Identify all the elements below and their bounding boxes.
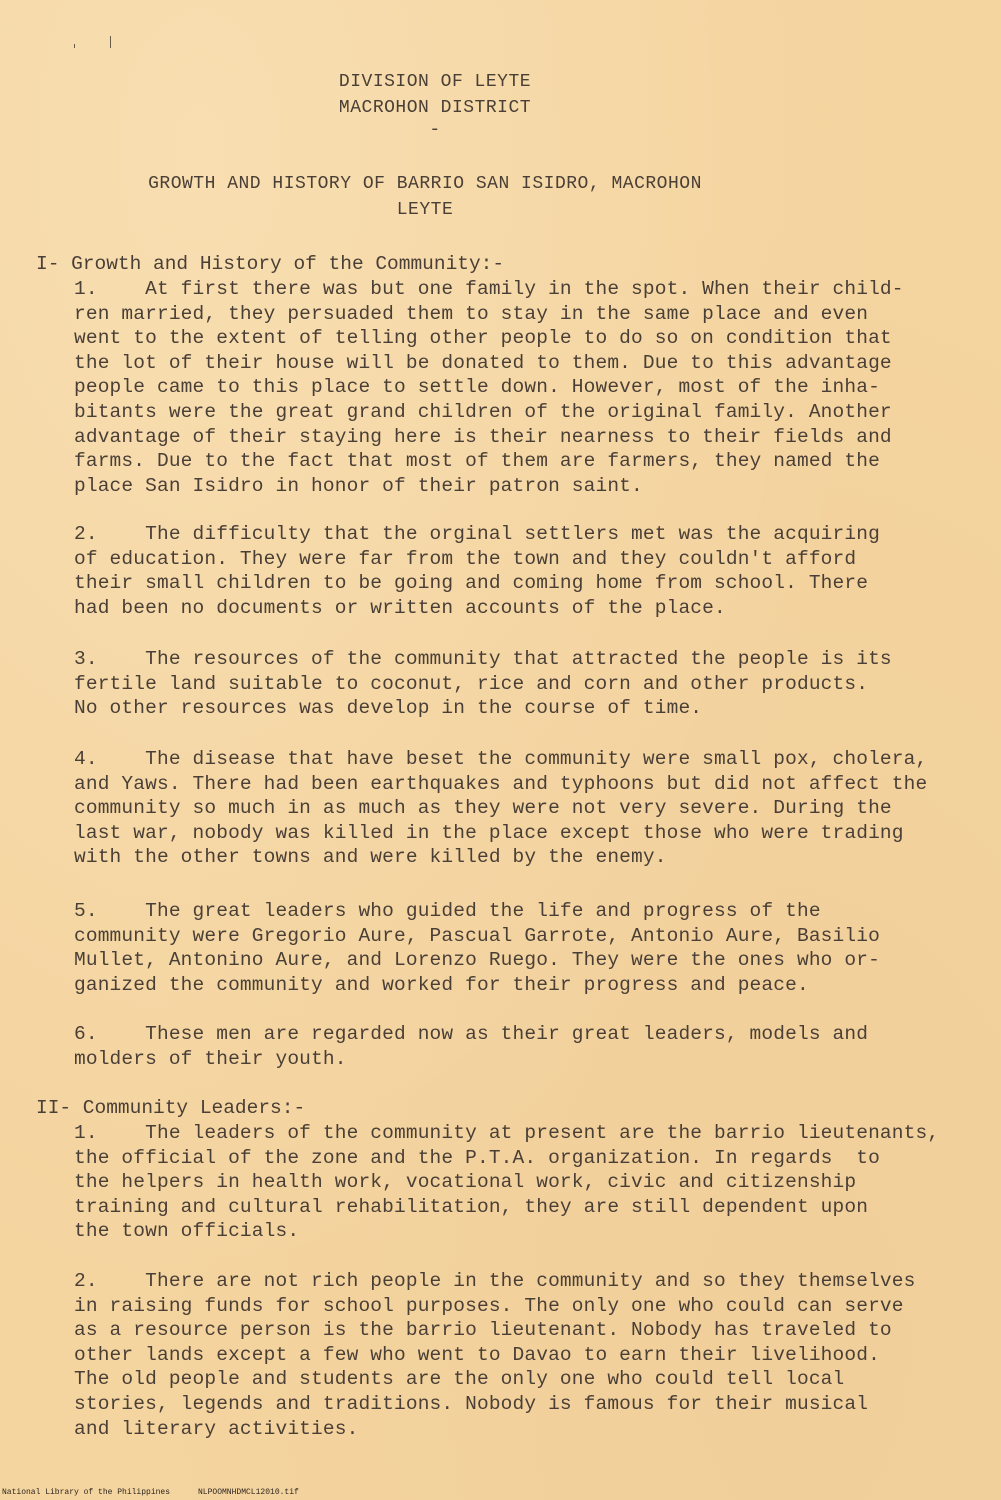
paper-speck bbox=[74, 44, 75, 48]
paragraph-1-1: 1. At first there was but one family in the spot. When their child- ren married, they persuaded them to stay in the same place and even went to the extent of telling other people to do so on condition that the lot of their house will be donated to them. Due to this advantage people came to this place to settle down. However, most of the inha- bitants were the great grand children of the original family. Another advantage of their staying here is their nearness to their fields and farms. Due to the fact that most of them are farmers, they named the place San Isidro in honor of their patron saint. bbox=[74, 278, 904, 497]
paragraph-2-2: 2. There are not rich people in the community and so they themselves in raising funds for school purposes. The only one who could can serve as a resource person is the barrio lieutenant. Nobody has traveled to other lands except a few who went to Davao to earn their livelihood. The old people and students are the only one who could tell local stories, legends and traditions. Nobody is famous for their musical and literary activities. bbox=[74, 1270, 916, 1440]
document-title: GROWTH AND HISTORY OF BARRIO SAN ISIDRO, MACROHON bbox=[148, 174, 702, 194]
paragraph-1-5: 5. The great leaders who guided the life and progress of the community were Gregorio Aure, Pascual Garrote, Antonio Aure, Basilio Mullet, Antonino Aure, and Lorenzo Ruego. They were the ones who or- ganized the community and worked for their progress and peace. bbox=[74, 900, 880, 996]
document-title-line2: LEYTE bbox=[396, 200, 454, 220]
section-title-growth-history: I- Growth and History of the Community:- bbox=[36, 253, 505, 275]
footer-file-id: NLPOOMNHDMCL12010.tif bbox=[198, 1488, 299, 1497]
heading-dash: - bbox=[429, 120, 441, 140]
paragraph-1-6: 6. These men are regarded now as their great leaders, models and molders of their youth. bbox=[74, 1023, 869, 1070]
division-heading: DIVISION OF LEYTE bbox=[338, 72, 532, 92]
paper-speck bbox=[110, 36, 111, 48]
paragraph-1-2: 2. The difficulty that the orginal settlers met was the acquiring of education. They were far from the town and they couldn't afford their small children to be going and coming home from school. There had been no documents or written accounts of the place. bbox=[74, 523, 880, 619]
paragraph-1-3: 3. The resources of the community that attracted the people is its fertile land suitable to coconut, rice and corn and other products. No other resources was develop in the course of time. bbox=[74, 648, 892, 720]
paragraph-2-1: 1. The leaders of the community at present are the barrio lieutenants, the official of the zone and the P.T.A. organization. In regards to the helpers in health work, vocational work, civic and citizenship training and cultural rehabilitation, they are still dependent upon the town officials. bbox=[74, 1122, 940, 1243]
section-title-community-leaders: II- Community Leaders:- bbox=[36, 1097, 306, 1119]
district-heading: MACROHON DISTRICT bbox=[338, 98, 532, 118]
paragraph-1-4: 4. The disease that have beset the community were small pox, cholera, and Yaws. There had been earthquakes and typhoons but did not affect the community so much in as much as they were not very severe. During the last war, nobody was killed in the place except those who were trading with the other towns and were killed by the enemy. bbox=[74, 748, 928, 869]
footer-source: National Library of the Philippines bbox=[2, 1488, 171, 1497]
